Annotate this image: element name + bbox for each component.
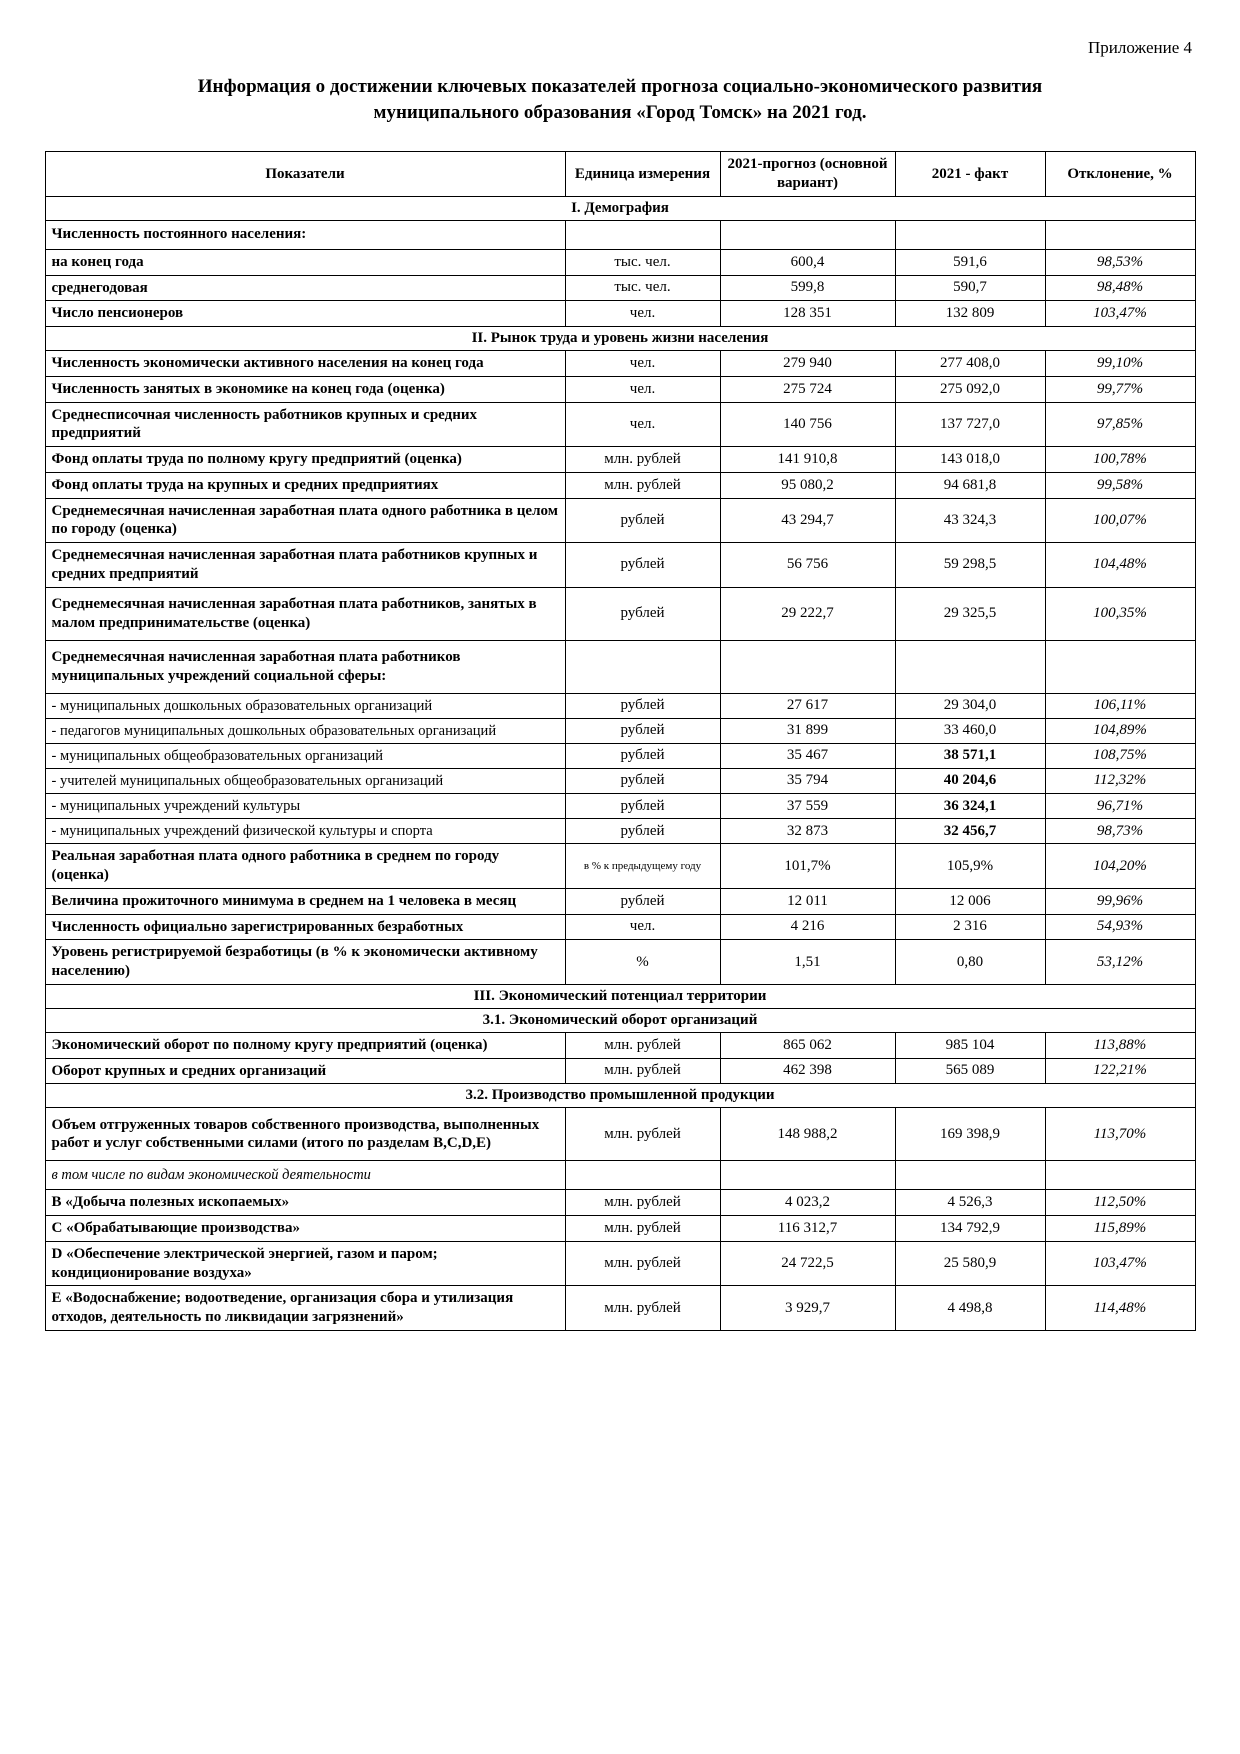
column-header-indicator: Показатели <box>45 152 565 197</box>
cell-unit: рублей <box>565 743 720 768</box>
cell-forecast: 31 899 <box>720 718 895 743</box>
cell-indicator: в том числе по видам экономической деятельности <box>45 1161 565 1190</box>
cell-indicator: Среднесписочная численность работников крупных и средних предприятий <box>45 402 565 447</box>
cell-deviation: 98,73% <box>1045 819 1195 844</box>
cell-forecast: 35 467 <box>720 743 895 768</box>
cell-unit: рублей <box>565 768 720 793</box>
cell-deviation: 104,89% <box>1045 718 1195 743</box>
table-row <box>45 275 1195 301</box>
cell-fact: 590,7 <box>895 275 1045 301</box>
table-section-row <box>45 1084 1195 1108</box>
table-row <box>45 819 1195 844</box>
table-row <box>45 1032 1195 1058</box>
cell-forecast: 275 724 <box>720 376 895 402</box>
cell-unit <box>565 640 720 693</box>
table-section-row <box>45 196 1195 220</box>
column-header-forecast: 2021-прогноз (основной вариант) <box>720 152 895 197</box>
table-section-row <box>45 327 1195 351</box>
cell-indicator: D «Обеспечение электрической энергией, газом и паром; кондиционирование воздуха» <box>45 1241 565 1286</box>
cell-unit: рублей <box>565 794 720 819</box>
cell-indicator: Численность официально зарегистрированных безработных <box>45 914 565 940</box>
cell-forecast: 600,4 <box>720 249 895 275</box>
cell-indicator: E «Водоснабжение; водоотведение, организация сбора и утилизация отходов, деятельность по ликвидации загрязнений» <box>45 1286 565 1331</box>
cell-deviation: 98,48% <box>1045 275 1195 301</box>
table-row <box>45 1190 1195 1216</box>
table-section-row <box>45 984 1195 1008</box>
cell-forecast: 865 062 <box>720 1032 895 1058</box>
cell-unit: рублей <box>565 543 720 588</box>
cell-fact: 2 316 <box>895 914 1045 940</box>
cell-indicator: Объем отгруженных товаров собственного производства, выполненных работ и услуг собственными силами (итого по разделам B,C,D,E) <box>45 1108 565 1161</box>
cell-indicator: Экономический оборот по полному кругу предприятий (оценка) <box>45 1032 565 1058</box>
table-row <box>45 794 1195 819</box>
cell-fact: 59 298,5 <box>895 543 1045 588</box>
cell-fact: 132 809 <box>895 301 1045 327</box>
cell-deviation: 54,93% <box>1045 914 1195 940</box>
cell-indicator: Среднемесячная начисленная заработная плата работников крупных и средних предприятий <box>45 543 565 588</box>
cell-fact <box>895 220 1045 249</box>
cell-forecast: 32 873 <box>720 819 895 844</box>
cell-unit: млн. рублей <box>565 1241 720 1286</box>
cell-unit <box>565 220 720 249</box>
page-title <box>110 74 1130 125</box>
cell-deviation: 112,32% <box>1045 768 1195 793</box>
table-row <box>45 543 1195 588</box>
cell-indicator: на конец года <box>45 249 565 275</box>
cell-indicator: Численность постоянного населения: <box>45 220 565 249</box>
cell-indicator: - учителей муниципальных общеобразовательных организаций <box>45 768 565 793</box>
cell-deviation: 114,48% <box>1045 1286 1195 1331</box>
cell-unit: млн. рублей <box>565 1286 720 1331</box>
cell-deviation: 99,96% <box>1045 888 1195 914</box>
cell-deviation: 99,77% <box>1045 376 1195 402</box>
cell-unit: млн. рублей <box>565 1108 720 1161</box>
cell-fact <box>895 640 1045 693</box>
cell-fact: 134 792,9 <box>895 1216 1045 1242</box>
table-row <box>45 768 1195 793</box>
table-row <box>45 914 1195 940</box>
cell-indicator: среднегодовая <box>45 275 565 301</box>
cell-unit: % <box>565 940 720 985</box>
cell-forecast <box>720 640 895 693</box>
cell-fact: 4 498,8 <box>895 1286 1045 1331</box>
cell-forecast: 4 216 <box>720 914 895 940</box>
appendix-label: Приложение 4 <box>1088 38 1192 57</box>
cell-forecast: 101,7% <box>720 844 895 889</box>
cell-forecast: 462 398 <box>720 1058 895 1084</box>
cell-forecast: 4 023,2 <box>720 1190 895 1216</box>
cell-fact <box>895 1161 1045 1190</box>
cell-deviation <box>1045 640 1195 693</box>
cell-unit: чел. <box>565 914 720 940</box>
table-row <box>45 888 1195 914</box>
cell-unit: рублей <box>565 498 720 543</box>
cell-unit: млн. рублей <box>565 1190 720 1216</box>
table-row <box>45 1241 1195 1286</box>
table-row <box>45 587 1195 640</box>
table-row <box>45 1058 1195 1084</box>
cell-fact: 143 018,0 <box>895 447 1045 473</box>
cell-forecast: 37 559 <box>720 794 895 819</box>
cell-forecast: 43 294,7 <box>720 498 895 543</box>
cell-fact: 0,80 <box>895 940 1045 985</box>
cell-fact: 12 006 <box>895 888 1045 914</box>
cell-fact: 25 580,9 <box>895 1241 1045 1286</box>
cell-forecast: 116 312,7 <box>720 1216 895 1242</box>
cell-deviation: 98,53% <box>1045 249 1195 275</box>
table-row <box>45 693 1195 718</box>
cell-forecast: 95 080,2 <box>720 472 895 498</box>
cell-forecast: 1,51 <box>720 940 895 985</box>
cell-indicator: Фонд оплаты труда на крупных и средних предприятиях <box>45 472 565 498</box>
table-row <box>45 220 1195 249</box>
cell-unit: рублей <box>565 888 720 914</box>
cell-forecast: 27 617 <box>720 693 895 718</box>
cell-unit: рублей <box>565 693 720 718</box>
cell-unit: чел. <box>565 351 720 377</box>
indicators-table <box>45 151 1196 1331</box>
cell-forecast: 29 222,7 <box>720 587 895 640</box>
cell-fact: 985 104 <box>895 1032 1045 1058</box>
cell-unit: млн. рублей <box>565 1058 720 1084</box>
cell-deviation: 53,12% <box>1045 940 1195 985</box>
cell-fact: 32 456,7 <box>895 819 1045 844</box>
cell-unit: рублей <box>565 718 720 743</box>
table-row <box>45 498 1195 543</box>
cell-unit: млн. рублей <box>565 1216 720 1242</box>
cell-unit: млн. рублей <box>565 447 720 473</box>
cell-indicator: - муниципальных учреждений физической культуры и спорта <box>45 819 565 844</box>
cell-deviation: 115,89% <box>1045 1216 1195 1242</box>
cell-unit: рублей <box>565 819 720 844</box>
section-title: III. Экономический потенциал территории <box>45 984 1195 1008</box>
table-row <box>45 718 1195 743</box>
cell-forecast: 148 988,2 <box>720 1108 895 1161</box>
cell-forecast: 12 011 <box>720 888 895 914</box>
cell-unit: чел. <box>565 376 720 402</box>
cell-deviation: 99,58% <box>1045 472 1195 498</box>
cell-forecast: 599,8 <box>720 275 895 301</box>
cell-indicator: Численность экономически активного населения на конец года <box>45 351 565 377</box>
cell-unit: в % к предыдущему году <box>565 844 720 889</box>
cell-indicator: Реальная заработная плата одного работника в среднем по городу (оценка) <box>45 844 565 889</box>
cell-indicator: Среднемесячная начисленная заработная плата работников муниципальных учреждений социальной сферы: <box>45 640 565 693</box>
cell-indicator: Число пенсионеров <box>45 301 565 327</box>
cell-indicator: Уровень регистрируемой безработицы (в % к экономически активному населению) <box>45 940 565 985</box>
table-body <box>45 196 1195 1330</box>
table-row <box>45 301 1195 327</box>
cell-fact: 565 089 <box>895 1058 1045 1084</box>
cell-fact: 36 324,1 <box>895 794 1045 819</box>
cell-indicator: Оборот крупных и средних организаций <box>45 1058 565 1084</box>
table-row <box>45 402 1195 447</box>
column-header-fact: 2021 - факт <box>895 152 1045 197</box>
cell-unit <box>565 1161 720 1190</box>
page-title-line-1: Информация о достижении ключевых показателей прогноза социально-экономического развития <box>197 76 1043 97</box>
cell-deviation: 100,78% <box>1045 447 1195 473</box>
cell-fact: 591,6 <box>895 249 1045 275</box>
table-row <box>45 844 1195 889</box>
table-row <box>45 351 1195 377</box>
table-row <box>45 640 1195 693</box>
cell-deviation: 100,35% <box>1045 587 1195 640</box>
cell-forecast: 141 910,8 <box>720 447 895 473</box>
cell-deviation: 97,85% <box>1045 402 1195 447</box>
page-title-line-2: муниципального образования «Город Томск» на 2021 год. <box>373 101 867 123</box>
cell-unit: млн. рублей <box>565 472 720 498</box>
cell-unit: чел. <box>565 301 720 327</box>
section-title: I. Демография <box>45 196 1195 220</box>
cell-unit: млн. рублей <box>565 1032 720 1058</box>
cell-deviation: 104,48% <box>1045 543 1195 588</box>
cell-fact: 38 571,1 <box>895 743 1045 768</box>
cell-fact: 137 727,0 <box>895 402 1045 447</box>
table-row <box>45 1286 1195 1331</box>
cell-unit: тыс. чел. <box>565 249 720 275</box>
section-title: II. Рынок труда и уровень жизни населения <box>45 327 1195 351</box>
cell-forecast: 140 756 <box>720 402 895 447</box>
cell-fact: 105,9% <box>895 844 1045 889</box>
table-row <box>45 1161 1195 1190</box>
cell-deviation <box>1045 1161 1195 1190</box>
cell-forecast: 128 351 <box>720 301 895 327</box>
table-header <box>45 152 1195 197</box>
cell-unit: тыс. чел. <box>565 275 720 301</box>
table-section-row <box>45 1008 1195 1032</box>
column-header-unit: Единица измерения <box>565 152 720 197</box>
cell-fact: 33 460,0 <box>895 718 1045 743</box>
cell-forecast: 56 756 <box>720 543 895 588</box>
cell-deviation: 100,07% <box>1045 498 1195 543</box>
cell-forecast: 35 794 <box>720 768 895 793</box>
cell-indicator: - педагогов муниципальных дошкольных образовательных организаций <box>45 718 565 743</box>
cell-deviation: 96,71% <box>1045 794 1195 819</box>
cell-indicator: Величина прожиточного минимума в среднем на 1 человека в месяц <box>45 888 565 914</box>
column-header-deviation: Отклонение, % <box>1045 152 1195 197</box>
cell-fact: 277 408,0 <box>895 351 1045 377</box>
cell-deviation: 112,50% <box>1045 1190 1195 1216</box>
cell-indicator: B «Добыча полезных ископаемых» <box>45 1190 565 1216</box>
cell-fact: 169 398,9 <box>895 1108 1045 1161</box>
cell-deviation: 108,75% <box>1045 743 1195 768</box>
cell-indicator: Среднемесячная начисленная заработная плата работников, занятых в малом предпринимательстве (оценка) <box>45 587 565 640</box>
cell-indicator: - муниципальных дошкольных образовательных организаций <box>45 693 565 718</box>
table-row <box>45 743 1195 768</box>
table-row <box>45 1108 1195 1161</box>
cell-forecast: 24 722,5 <box>720 1241 895 1286</box>
cell-deviation <box>1045 220 1195 249</box>
cell-forecast <box>720 220 895 249</box>
cell-deviation: 113,88% <box>1045 1032 1195 1058</box>
cell-deviation: 103,47% <box>1045 1241 1195 1286</box>
cell-fact: 275 092,0 <box>895 376 1045 402</box>
cell-fact: 94 681,8 <box>895 472 1045 498</box>
cell-deviation: 103,47% <box>1045 301 1195 327</box>
cell-fact: 43 324,3 <box>895 498 1045 543</box>
cell-indicator: Среднемесячная начисленная заработная плата одного работника в целом по городу (оценка) <box>45 498 565 543</box>
cell-forecast: 279 940 <box>720 351 895 377</box>
cell-unit: чел. <box>565 402 720 447</box>
cell-fact: 40 204,6 <box>895 768 1045 793</box>
table-row <box>45 447 1195 473</box>
table-row <box>45 376 1195 402</box>
cell-fact: 29 325,5 <box>895 587 1045 640</box>
table-row <box>45 472 1195 498</box>
section-title: 3.2. Производство промышленной продукции <box>45 1084 1195 1108</box>
cell-indicator: Численность занятых в экономике на конец года (оценка) <box>45 376 565 402</box>
table-row <box>45 249 1195 275</box>
cell-fact: 29 304,0 <box>895 693 1045 718</box>
cell-indicator: Фонд оплаты труда по полному кругу предприятий (оценка) <box>45 447 565 473</box>
cell-indicator: - муниципальных общеобразовательных организаций <box>45 743 565 768</box>
section-title: 3.1. Экономический оборот организаций <box>45 1008 1195 1032</box>
cell-indicator: C «Обрабатывающие производства» <box>45 1216 565 1242</box>
cell-deviation: 104,20% <box>1045 844 1195 889</box>
cell-deviation: 99,10% <box>1045 351 1195 377</box>
cell-deviation: 106,11% <box>1045 693 1195 718</box>
cell-indicator: - муниципальных учреждений культуры <box>45 794 565 819</box>
cell-deviation: 113,70% <box>1045 1108 1195 1161</box>
cell-forecast: 3 929,7 <box>720 1286 895 1331</box>
cell-fact: 4 526,3 <box>895 1190 1045 1216</box>
table-row <box>45 1216 1195 1242</box>
table-row <box>45 940 1195 985</box>
cell-unit: рублей <box>565 587 720 640</box>
cell-deviation: 122,21% <box>1045 1058 1195 1084</box>
cell-forecast <box>720 1161 895 1190</box>
